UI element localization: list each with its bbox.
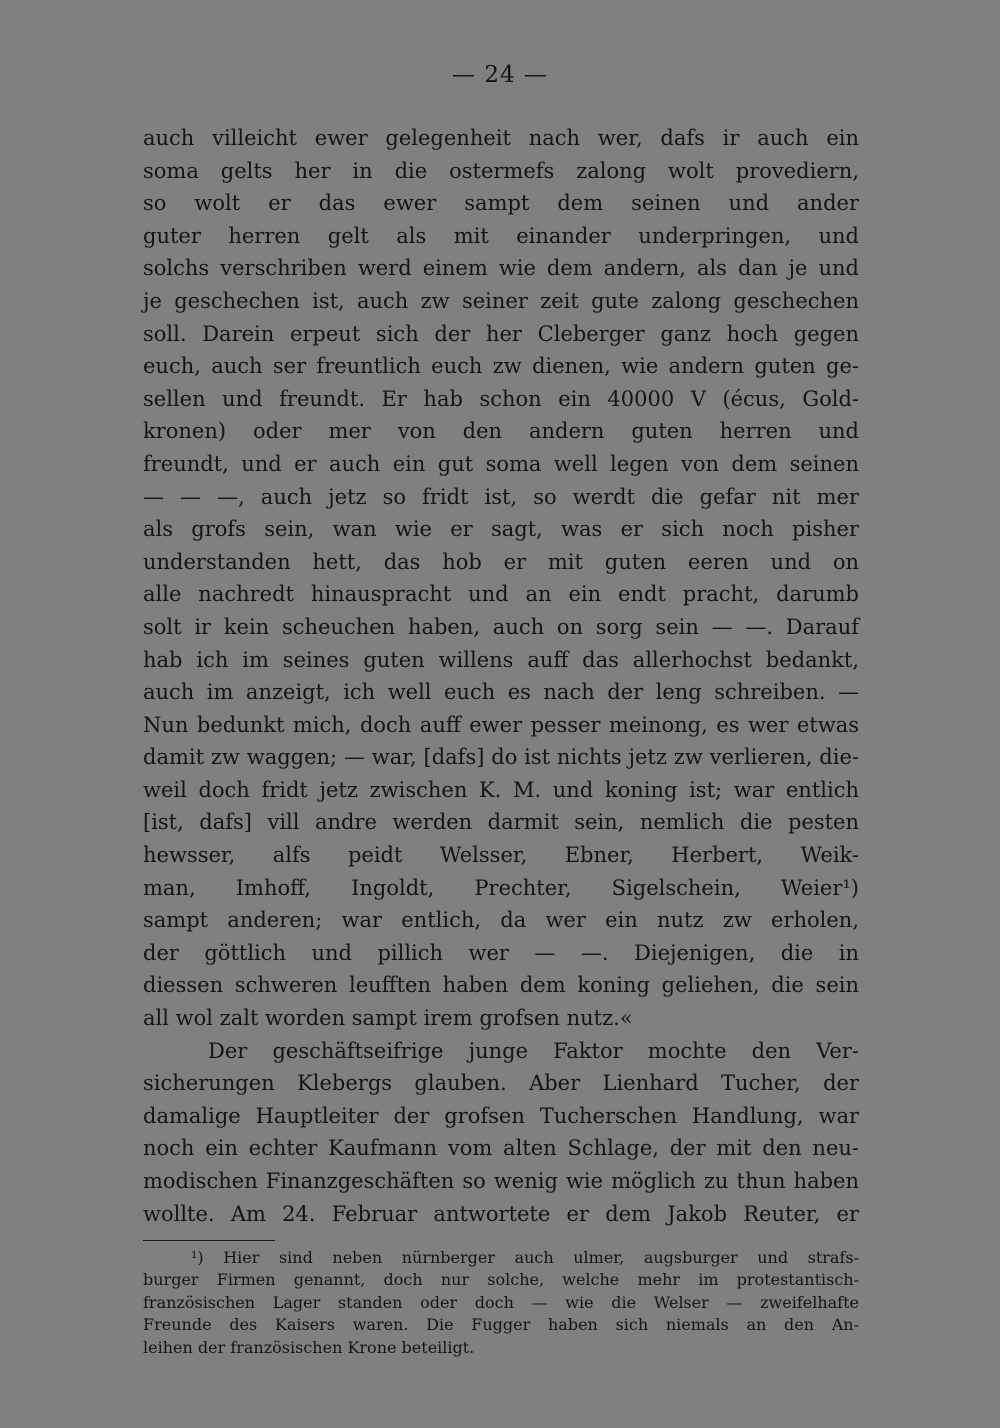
text-line: soll. Darein erpeut sich der her Cleberger ganz hoch gegen [143,321,859,346]
text-line: guter herren gelt als mit einander underpringen, und [143,223,859,248]
text-line: auch im anzeigt, ich well euch es nach der leng schreiben. — [143,680,859,705]
text-line: auch villeicht ewer gelegenheit nach wer, dafs ir auch ein [143,126,859,150]
page-number: — 24 — [452,62,548,88]
body-text [143,122,859,1230]
text-line: hewsser, alfs peidt Welsser, Ebner, Herbert, Weik- [143,843,859,868]
text-line: der göttlich und pillich wer — —. Diejenigen, die in [143,940,859,965]
text-line: sicherungen Klebergs glauben. Aber Lienhard Tucher, der [143,1071,859,1096]
footnotes [143,1247,859,1359]
footnote-line: französischen Lager standen oder doch — wie die Welser — zweifelhafte [143,1292,859,1312]
text-line: damalige Hauptleiter der grofsen Tucherschen Handlung, war [143,1103,859,1128]
text-line: [ist, dafs] vill andre werden darmit sein, nemlich die pesten [143,810,859,835]
text-line: weil doch fridt jetz zwischen K. M. und koning ist; war entlich [143,777,859,802]
text-line: hab ich im seines guten willens auff das allerhochst bedankt, [143,647,859,672]
text-line: kronen) oder mer von den andern guten herren und [143,419,859,444]
text-line: so wolt er das ewer sampt dem seinen und ander [143,191,859,216]
text-line: man, Imhoff, Ingoldt, Prechter, Sigelschein, Weier¹) [143,875,859,900]
text-line: understanden hett, das hob er mit guten eeren und on [143,549,859,574]
text-line: — — —, auch jetz so fridt ist, so werdt die gefar nit mer [143,484,859,509]
text-line: solt ir kein scheuchen haben, auch on sorg sein — —. Darauf [143,614,859,639]
text-line: Nun bedunkt mich, doch auff ewer pesser meinong, es wer etwas [143,712,859,737]
text-line: euch, auch ser freuntlich euch zw dienen, wie andern guten ge- [143,354,859,379]
text-line: wollte. Am 24. Februar antwortete er dem Jakob Reuter, er [143,1201,859,1226]
footnote-line: burger Firmen genannt, doch nur solche, welche mehr im protestantisch- [143,1270,859,1290]
footnote-line: Freunde des Kaisers waren. Die Fugger haben sich niemals an den An- [143,1315,859,1335]
text-line: freundt, und er auch ein gut soma well legen von dem seinen [143,451,859,476]
footnote-line: ¹) Hier sind neben nürnberger auch ulmer, augsburger und strafs- [191,1248,859,1267]
text-line: modischen Finanzgeschäften so wenig wie möglich zu thun haben [143,1169,859,1193]
text-line: sampt anderen; war entlich, da wer ein nutz zw erholen, [143,908,859,933]
text-line: soma gelts her in die ostermefs zalong wolt provediern, [143,158,859,183]
text-line: als grofs sein, wan wie er sagt, was er sich noch pisher [143,517,859,542]
text-line: damit zw waggen; — war, [dafs] do ist nichts jetz zw verlieren, die- [143,745,859,770]
text-line: all wol zalt worden sampt irem grofsen nutz.« [143,1006,633,1031]
text-line: sellen und freundt. Er hab schon ein 40000 V (écus, Gold- [143,386,859,411]
footnote-divider [143,1240,275,1241]
text-line: solchs verschriben werd einem wie dem andern, als dan je und [143,256,859,281]
text-line: alle nachredt hinauspracht und an ein endt pracht, darumb [143,582,859,607]
text-line: je geschechen ist, auch zw seiner zeit gute zalong geschechen [143,288,859,313]
footnote-line: leihen der französischen Krone beteiligt. [143,1337,475,1357]
text-line: Der geschäftseifrige junge Faktor mochte den Ver- [208,1038,859,1063]
text-line: diessen schweren leufften haben dem koning geliehen, die sein [143,973,859,998]
text-line: noch ein echter Kaufmann vom alten Schlage, der mit den neu- [143,1136,859,1161]
